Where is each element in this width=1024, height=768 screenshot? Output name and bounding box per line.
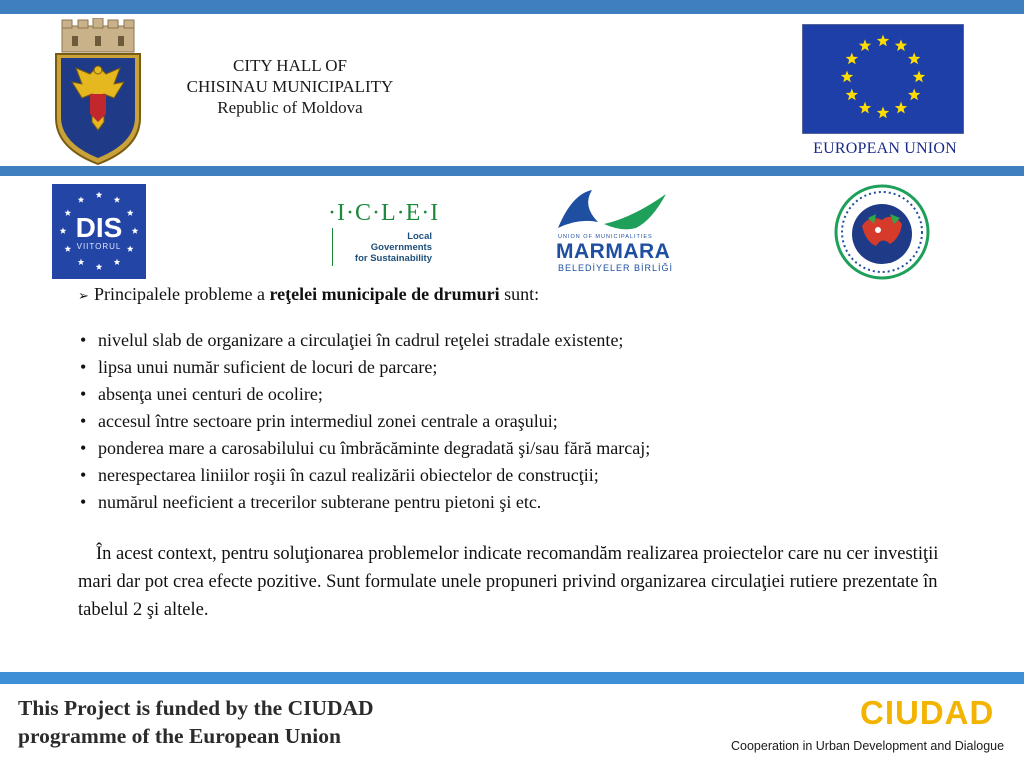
city-hall-line: CITY HALL OF (233, 56, 347, 75)
star-icon (78, 196, 85, 202)
list-item: • absenţa unei centuri de ocolire; (78, 381, 998, 408)
city-hall-line: CHISINAU MUNICIPALITY (186, 77, 394, 96)
eu-label: EUROPEAN UNION (813, 140, 957, 157)
marmara-union-label: UNION OF MUNICIPALITIES (558, 234, 653, 240)
intro-bold: reţelei municipale de drumuri (269, 284, 500, 304)
star-icon (127, 246, 134, 252)
dis-logo-sub: VIITORUL (76, 242, 122, 251)
star-icon (127, 210, 134, 216)
city-hall-line: Republic of Moldova (217, 98, 363, 117)
iclei-logo-sub (346, 231, 432, 264)
star-icon (96, 192, 103, 198)
list-item: • numărul neeficient a trecerilor subterane pentru pietoni şi etc. (78, 489, 998, 516)
round-world-emblem-logo (830, 184, 934, 280)
context-paragraph: În acest context, pentru soluţionarea problemelor indicate recomandăm realizarea proiectelor care nu cer investiţii mari dar pot crea efecte pozitive. Sunt formulate unele propuneri privind organizarea circulaţiei rutiere prezentate în tabelul 2 şi altele. (78, 544, 939, 620)
iclei-sub-line: Governments (370, 242, 432, 253)
eu-flag-logo (802, 24, 964, 134)
marmara-wave-icon (552, 188, 672, 234)
star-icon (60, 228, 67, 234)
iclei-sub-line: Local (407, 231, 432, 242)
list-item: • ponderea mare a carosabilului cu îmbrăcăminte degradată şi/sau fără marcaj; (78, 435, 998, 462)
funding-statement (18, 694, 518, 750)
header-divider-band (0, 166, 1024, 176)
dis-logo-name: DIS (75, 212, 123, 243)
star-icon (114, 259, 121, 265)
ciudad-tagline: Cooperation in Urban Development and Dialogue (731, 739, 1005, 753)
dis-viitorul-logo (52, 184, 146, 279)
dis-star-ring-icon (52, 184, 146, 279)
iclei-logo (328, 200, 438, 270)
funding-line: This Project is funded by the CIUDAD (18, 696, 374, 720)
top-band (0, 0, 1024, 14)
problem-list (78, 327, 998, 516)
iclei-divider (332, 228, 333, 266)
star-icon (96, 264, 103, 270)
intro-suffix: sunt: (499, 284, 540, 304)
star-icon (78, 259, 85, 265)
star-icon (114, 196, 121, 202)
iclei-logo-name: ·I·C·L·E·I (328, 200, 440, 226)
marmara-logo (552, 188, 672, 276)
arrow-bullet-icon: ➢ (78, 289, 89, 304)
city-hall-title (160, 55, 420, 118)
marmara-logo-name: MARMARA (556, 240, 671, 263)
star-icon (64, 210, 71, 216)
star-icon (64, 246, 71, 252)
list-item: • accesul între sectoare prin intermediul zonei centrale a oraşului; (78, 408, 998, 435)
marmara-logo-sub: BELEDİYELER BİRLİĞİ (558, 263, 674, 273)
iclei-sub-line: for Sustainability (354, 253, 432, 264)
list-item: • lipsa unui număr suficient de locuri de parcare; (78, 354, 998, 381)
funding-line: programme of the European Union (18, 724, 341, 748)
list-item: • nerespectarea liniilor roşii în cazul realizării obiectelor de construcţii; (78, 462, 998, 489)
star-icon (132, 228, 139, 234)
ciudad-logo: CIUDAD (860, 694, 995, 731)
chisinau-coat-of-arms-logo (52, 18, 144, 166)
intro-prefix: Principalele probleme a (94, 284, 270, 304)
intro-heading (78, 282, 978, 309)
footer-band (0, 672, 1024, 684)
list-item: • nivelul slab de organizare a circulaţiei în cadrul reţelei stradale existente; (78, 327, 998, 354)
